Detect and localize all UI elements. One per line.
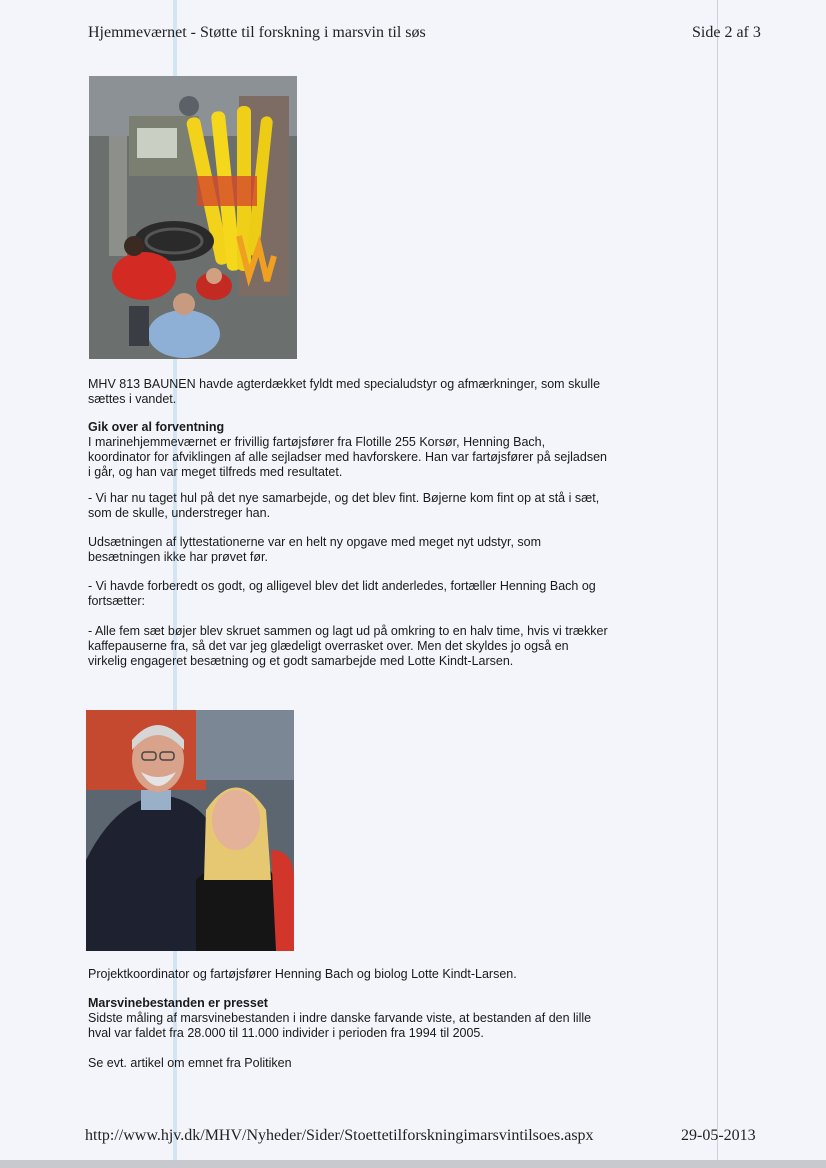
photo-caption <box>88 377 608 407</box>
paragraph: Udsætningen af lyttestationerne var en helt ny opgave med meget nyt udstyr, som besætningen ikke har prøvet før. <box>88 535 542 564</box>
paragraph: I marinehjemmeværnet er frivillig fartøjsfører fra Flotille 255 Korsør, Henning Bach, koordinator for afviklingen af alle sejladser med havforskere. Han var fartøjsfører på sejladsen i går, og han var meget tilfreds med resultatet. <box>88 435 607 479</box>
paragraph: - Vi havde forberedt os godt, og alligevel blev det lidt anderledes, fortæller Henning Bach og fortsætter: <box>88 579 596 608</box>
section-heading: Gik over al forventning <box>88 420 225 434</box>
section-heading: Marsvinebestanden er presset <box>88 996 268 1010</box>
paragraph-block <box>88 1056 608 1071</box>
paragraph-block <box>88 624 608 669</box>
page-edge <box>0 1160 826 1168</box>
scan-artifact-line <box>717 0 718 1168</box>
ship-deck-photo <box>89 76 297 359</box>
paragraph-block <box>88 535 608 565</box>
caption-text: Projektkoordinator og fartøjsfører Henning Bach og biolog Lotte Kindt-Larsen. <box>88 967 517 981</box>
photo-caption <box>88 967 608 982</box>
paragraph: - Alle fem sæt bøjer blev skruet sammen og lagt ud på omkring to en halv time, hvis vi trækker kaffepauserne fra, så det var jeg glædeligt overrasket over. Men det skyldes jo også en virkelig engageret besætning og et godt samarbejde med Lotte Kindt-Larsen. <box>88 624 608 668</box>
page-number: Side 2 af 3 <box>692 24 761 41</box>
article-link[interactable]: Se evt. artikel om emnet fra Politiken <box>88 1056 292 1070</box>
paragraph-block <box>88 491 608 521</box>
article-section <box>88 420 608 480</box>
footer-date: 29-05-2013 <box>681 1127 756 1144</box>
paragraph-block <box>88 579 608 609</box>
paragraph: Sidste måling af marsvinebestanden i indre danske farvande viste, at bestanden af den lille hval var faldet fra 28.000 til 11.000 individer i perioden fra 1994 til 2005. <box>88 1011 592 1040</box>
paragraph: - Vi har nu taget hul på det nye samarbejde, og det blev fint. Bøjerne kom fint op at stå i sæt, som de skulle, understreger han. <box>88 491 600 520</box>
page-title: Hjemmeværnet - Støtte til forskning i marsvin til søs <box>88 24 426 41</box>
people-photo <box>86 710 294 951</box>
article-section <box>88 996 608 1041</box>
caption-text: MHV 813 BAUNEN havde agterdækket fyldt med specialudstyr og afmærkninger, som skulle sættes i vandet. <box>88 377 601 406</box>
footer-url: http://www.hjv.dk/MHV/Nyheder/Sider/Stoettetilforskningimarsvintilsoes.aspx <box>85 1127 594 1144</box>
